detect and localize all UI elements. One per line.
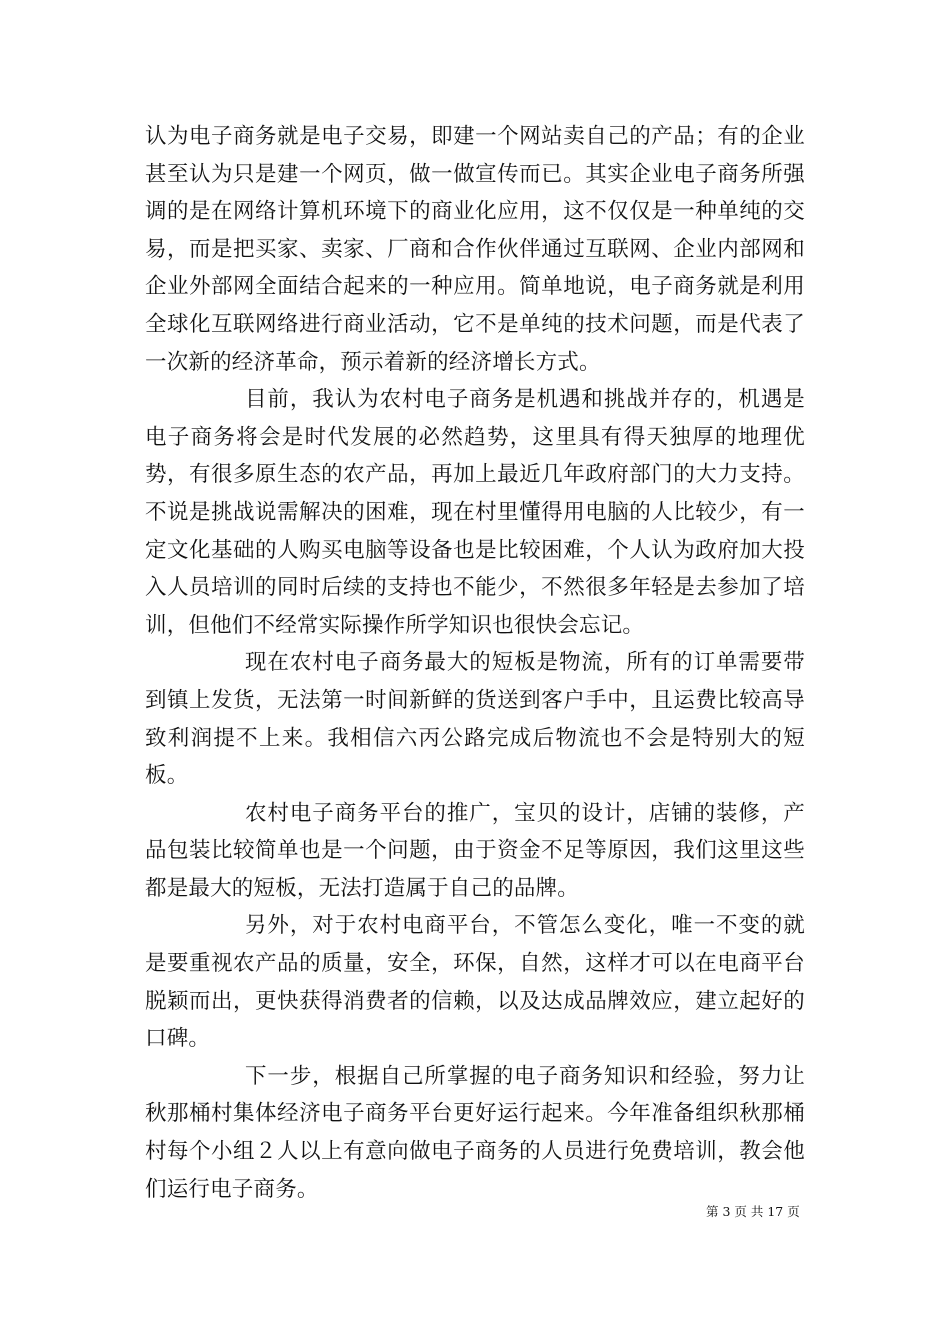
paragraph-opportunity: 目前，我认为农村电子商务是机遇和挑战并存的，机遇是电子商务将会是时代发展的必然趋势，这里具有得天独厚的地理优势，有很多原生态的农产品，再加上最近几年政府部门的大力支持。不说是挑战说需解决的困难，现在村里懂得用电脑的人比较少，有一定文化基础的人购买电脑等设备也是比较困难，个人认为政府加大投入人员培训的同时后续的支持也不能少，不然很多年轻是去参加了培训，但他们不经常实际操作所学知识也很快会忘记。 xyxy=(145,387,805,638)
paragraph-continued: 认为电子商务就是电子交易，即建一个网站卖自己的产品；有的企业甚至认为只是建一个网页，做一做宣传而已。其实企业电子商务所强调的是在网络计算机环境下的商业化应用，这不仅仅是一种单纯的交易，而是把买家、卖家、厂商和合作伙伴通过互联网、企业内部网和企业外部网全面结合起来的一种应用。简单地说，电子商务就是利用全球化互联网络进行商业活动，它不是单纯的技术问题，而是代表了一次新的经济革命，预示着新的经济增长方式。 xyxy=(145,124,805,375)
paragraph-logistics: 现在农村电子商务最大的短板是物流，所有的订单需要带到镇上发货，无法第一时间新鲜的货送到客户手中，且运费比较高导致利润提不上来。我相信六丙公路完成后物流也不会是特别大的短板。 xyxy=(145,650,805,789)
paragraph-next-step: 下一步，根据自己所掌握的电子商务知识和经验，努力让秋那桶村集体经济电子商务平台更好运行起来。今年准备组织秋那桶村每个小组２人以上有意向做电子商务的人员进行免费培训，教会他们运行电子商务。 xyxy=(145,1063,805,1202)
document-body xyxy=(145,118,805,1208)
paragraph-branding: 农村电子商务平台的推广，宝贝的设计，店铺的装修，产品包装比较简单也是一个问题，由于资金不足等原因，我们这里这些都是最大的短板，无法打造属于自己的品牌。 xyxy=(145,800,805,901)
page-number-footer: 第 3 页 共 17 页 xyxy=(706,1204,800,1219)
paragraph-quality: 另外，对于农村电商平台，不管怎么变化，唯一不变的就是要重视农产品的质量，安全，环保，自然，这样才可以在电商平台脱颖而出，更快获得消费者的信赖，以及达成品牌效应，建立起好的口碑。 xyxy=(145,913,805,1052)
